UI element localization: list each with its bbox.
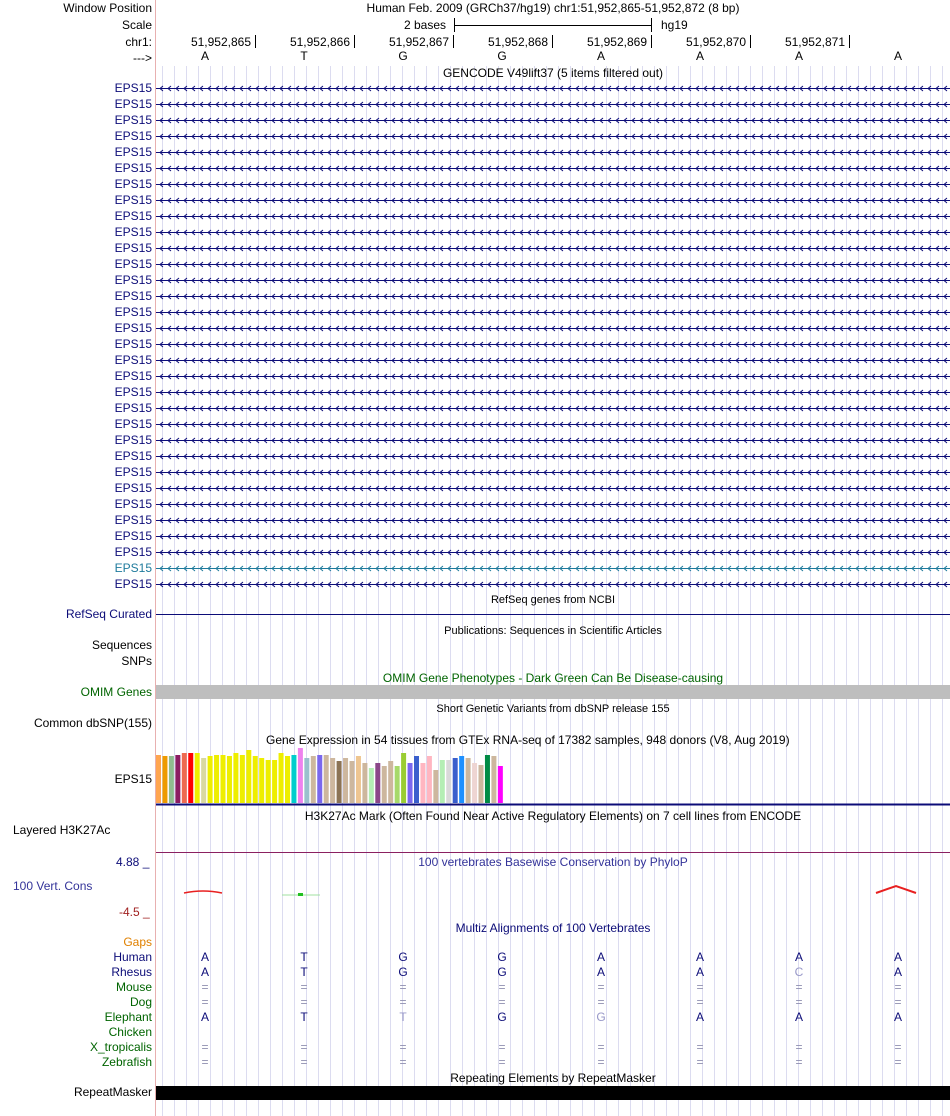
gtex-tissue-bar [208,756,213,803]
gtex-tissue-bar [491,756,496,803]
publications-label[interactable]: Sequences [91,638,152,652]
gencode-item-label[interactable]: EPS15 [114,241,152,255]
gtex-tissue-bar [420,763,425,803]
gencode-item-label[interactable]: EPS15 [114,449,152,463]
gtex-tissue-bar [272,760,277,803]
multiz-base: = [498,980,506,994]
ruler-base: A [893,49,902,63]
multiz-base: = [795,995,803,1009]
multiz-base: = [201,1040,209,1054]
phylop-label[interactable]: 100 Vert. Cons [13,879,93,893]
multiz-base: = [399,995,407,1009]
gtex-tissue-bar [175,755,180,803]
multiz-base: = [795,1040,803,1054]
gtex-tissue-bar [446,760,451,803]
gtex-tissue-bar [472,763,477,803]
multiz-base: = [696,1055,704,1069]
gencode-title[interactable]: GENCODE V49lift37 (5 items filtered out) [442,66,664,80]
multiz-species-label[interactable]: X_tropicalis [89,1040,152,1054]
scale-text: 2 bases [404,18,447,32]
multiz-base: A [893,950,902,964]
h3k27ac-title[interactable]: H3K27Ac Mark (Often Found Near Active Regulatory Elements) on 7 cell lines from ENCODE [304,809,802,823]
multiz-gaps-label[interactable]: Gaps [123,935,152,949]
gtex-tissue-bar [337,761,342,803]
multiz-base: A [200,1010,209,1024]
multiz-base: = [894,1055,902,1069]
gencode-item-label[interactable]: EPS15 [114,145,152,159]
h3k27ac-label[interactable]: Layered H3K27Ac [13,823,111,837]
gencode-item-label[interactable]: EPS15 [114,433,152,447]
multiz-base: = [597,1040,605,1054]
snps-label[interactable]: SNPs [121,654,152,668]
gtex-tissue-bar [227,756,232,803]
gtex-tissue-bar [182,753,187,803]
gtex-tissue-bar [427,756,432,803]
multiz-species-label[interactable]: Human [113,950,152,964]
multiz-base: = [696,980,704,994]
gtex-tissue-bar [304,758,309,803]
ruler-position: 51,952,869 [586,35,647,49]
gencode-item-label[interactable]: EPS15 [114,385,152,399]
omim-title[interactable]: OMIM Gene Phenotypes - Dark Green Can Be Disease-causing [382,671,724,685]
multiz-species-label[interactable]: Mouse [115,980,152,994]
gtex-tissue-bar [440,760,445,803]
gencode-item-label[interactable]: EPS15 [114,81,152,95]
multiz-base: = [399,1055,407,1069]
gtex-tissue-bar [169,756,174,803]
ruler-position: 51,952,870 [685,35,746,49]
gtex-tissue-bar [375,763,380,803]
multiz-base: = [300,1040,308,1054]
gencode-item-label[interactable]: EPS15 [114,225,152,239]
ruler-position: 51,952,866 [289,35,350,49]
gtex-tissue-bar [401,753,406,803]
gtex-tissue-bar [356,756,361,803]
gtex-tissue-bar [279,753,284,803]
gtex-tissue-bar [453,758,458,803]
gtex-tissue-bar [253,756,258,803]
gencode-item-label[interactable]: EPS15 [114,577,152,591]
ruler-position: 51,952,867 [388,35,449,49]
multiz-base: A [200,950,209,964]
multiz-base: = [498,1055,506,1069]
gtex-tissue-bar [414,756,419,803]
multiz-species-label[interactable]: Rhesus [111,965,152,979]
gencode-item-label[interactable]: EPS15 [114,545,152,559]
multiz-base: A [893,1010,902,1024]
ruler-base: A [596,49,605,63]
phylop-title[interactable]: 100 vertebrates Basewise Conservation by PhyloP [418,855,688,869]
gencode-item-label[interactable]: EPS15 [114,401,152,415]
gtex-tissue-bar [221,755,226,803]
multiz-base: A [893,965,902,979]
gencode-item-label[interactable]: EPS15 [114,417,152,431]
publications-title[interactable]: Publications: Sequences in Scientific Articles [444,625,662,637]
gtex-tissue-bar [195,753,200,803]
multiz-base: T [399,1010,407,1024]
gtex-tissue-bar [285,756,290,803]
gencode-item-label[interactable]: EPS15 [114,161,152,175]
gtex-tissue-bar [291,755,296,803]
gencode-item-label[interactable]: EPS15 [114,97,152,111]
gtex-tissue-bar [498,766,503,803]
multiz-base: A [695,965,704,979]
gtex-tissue-bar [201,758,206,803]
multiz-base: = [795,1055,803,1069]
multiz-base: A [200,965,209,979]
repeatmasker-title[interactable]: Repeating Elements by RepeatMasker [450,1071,656,1085]
gtex-tissue-bar [240,755,245,803]
multiz-base: A [695,1010,704,1024]
multiz-species-label[interactable]: Elephant [104,1010,152,1024]
gtex-tissue-bar [466,758,471,803]
gtex-tissue-bar [408,763,413,803]
multiz-base: = [597,980,605,994]
multiz-base: = [696,995,704,1009]
phylop-max-label: 4.88 _ [116,855,150,869]
multiz-base: T [300,950,308,964]
multiz-base: = [498,995,506,1009]
gtex-tissue-bar [259,758,264,803]
multiz-base: = [300,995,308,1009]
gtex-tissue-bar [433,770,438,803]
gtex-tissue-bar [330,758,335,803]
gencode-item-label[interactable]: EPS15 [114,129,152,143]
multiz-base: = [894,995,902,1009]
multiz-base: G [596,1010,606,1024]
gtex-tissue-bar [459,756,464,803]
gtex-tissue-bar [369,768,374,803]
gencode-item-label[interactable]: EPS15 [114,257,152,271]
ruler-base: G [398,49,408,63]
gencode-item-label[interactable]: EPS15 [114,481,152,495]
gtex-tissue-bar [246,750,251,803]
gtex-tissue-bar [188,753,193,803]
gencode-item-label[interactable]: EPS15 [114,529,152,543]
scale-db: hg19 [661,18,688,32]
gtex-tissue-bar [298,748,303,803]
gtex-tissue-bar [311,756,316,803]
multiz-base: = [696,1040,704,1054]
gtex-tissue-bar [382,766,387,803]
phylop-mark [184,891,222,893]
gencode-item-label[interactable]: EPS15 [114,337,152,351]
multiz-species-label[interactable]: Dog [129,995,152,1009]
multiz-base: = [597,995,605,1009]
multiz-base: = [894,980,902,994]
dbsnp-label[interactable]: Common dbSNP(155) [33,716,152,730]
ruler-base: G [497,49,507,63]
multiz-base: G [497,950,507,964]
gtex-tissue-bar [266,760,271,803]
dbsnp-title[interactable]: Short Genetic Variants from dbSNP release 155 [436,703,670,715]
multiz-base: T [300,1010,308,1024]
ruler-position: 51,952,871 [784,35,845,49]
multiz-base: = [399,1040,407,1054]
multiz-base: = [399,980,407,994]
multiz-base: A [596,965,605,979]
multiz-base: A [794,1010,803,1024]
multiz-species-label[interactable]: Zebrafish [101,1055,152,1069]
gencode-item-label[interactable]: EPS15 [114,561,152,575]
gtex-tissue-bar [324,755,329,803]
ruler-base: T [300,49,308,63]
gencode-item-label[interactable]: EPS15 [114,369,152,383]
ruler-base: A [695,49,704,63]
gtex-title[interactable]: Gene Expression in 54 tissues from GTEx RNA-seq of 17382 samples, 948 donors (V8, Aug 2019) [266,733,790,747]
gtex-tissue-bar [388,761,393,803]
gtex-tissue-bar [317,755,322,803]
gencode-item-label[interactable]: EPS15 [114,273,152,287]
gencode-item-label[interactable]: EPS15 [114,305,152,319]
assembly-info: Human Feb. 2009 (GRCh37/hg19) chr1:51,952,865-51,952,872 (8 bp) [366,1,740,15]
multiz-base: = [201,1055,209,1069]
gencode-item-label[interactable]: EPS15 [114,177,152,191]
multiz-base: = [300,980,308,994]
phylop-mark [298,893,303,896]
gencode-item-label[interactable]: EPS15 [114,193,152,207]
multiz-base: = [795,980,803,994]
strand-label: ---> [133,51,152,65]
multiz-base: = [201,995,209,1009]
multiz-base: G [497,965,507,979]
ruler-base: A [200,49,209,63]
gencode-item-label[interactable]: EPS15 [114,289,152,303]
repeatmasker-bar [156,1086,950,1100]
refseq-label[interactable]: RefSeq Curated [65,607,152,621]
multiz-base: = [498,1040,506,1054]
chr-label: chr1: [125,35,152,49]
gtex-tissue-bar [214,755,219,803]
multiz-base: A [596,950,605,964]
gtex-tissue-bar [343,758,348,803]
ruler-position: 51,952,865 [190,35,251,49]
gencode-item-label[interactable]: EPS15 [114,353,152,367]
multiz-base: = [300,1055,308,1069]
multiz-base: G [398,965,408,979]
multiz-base: C [794,965,804,979]
gtex-tissue-bar [233,753,238,803]
multiz-base: G [497,1010,507,1024]
multiz-base: = [597,1055,605,1069]
multiz-base: = [201,980,209,994]
ruler-base: A [794,49,803,63]
gtex-tissue-bar [395,766,400,803]
gtex-tissue-bar [479,765,484,803]
multiz-base: T [300,965,308,979]
multiz-title[interactable]: Multiz Alignments of 100 Vertebrates [455,921,651,935]
omim-bar [156,685,950,699]
omim-label[interactable]: OMIM Genes [80,685,152,699]
multiz-base: = [894,1040,902,1054]
gencode-item-label[interactable]: EPS15 [114,113,152,127]
multiz-base: A [794,950,803,964]
gtex-tissue-bar [485,755,490,803]
refseq-title[interactable]: RefSeq genes from NCBI [490,594,616,606]
gencode-item-label[interactable]: EPS15 [114,465,152,479]
multiz-base: A [695,950,704,964]
window-position-label: Window Position [63,1,152,15]
gtex-tissue-bar [162,756,167,803]
gtex-tissue-bar [156,755,161,803]
scale-label: Scale [121,18,152,32]
gencode-item-label[interactable]: EPS15 [114,209,152,223]
gencode-item-label[interactable]: EPS15 [114,513,152,527]
multiz-base: G [398,950,408,964]
gtex-tissue-bar [350,761,355,803]
repeatmasker-label[interactable]: RepeatMasker [73,1085,152,1099]
phylop-min-label: -4.5 _ [119,905,150,919]
gtex-gene-label[interactable]: EPS15 [114,772,152,786]
gtex-tissue-bar [362,763,367,803]
gencode-item-label[interactable]: EPS15 [114,321,152,335]
multiz-species-label[interactable]: Chicken [108,1025,152,1039]
gencode-item-label[interactable]: EPS15 [114,497,152,511]
ruler-position: 51,952,868 [487,35,548,49]
